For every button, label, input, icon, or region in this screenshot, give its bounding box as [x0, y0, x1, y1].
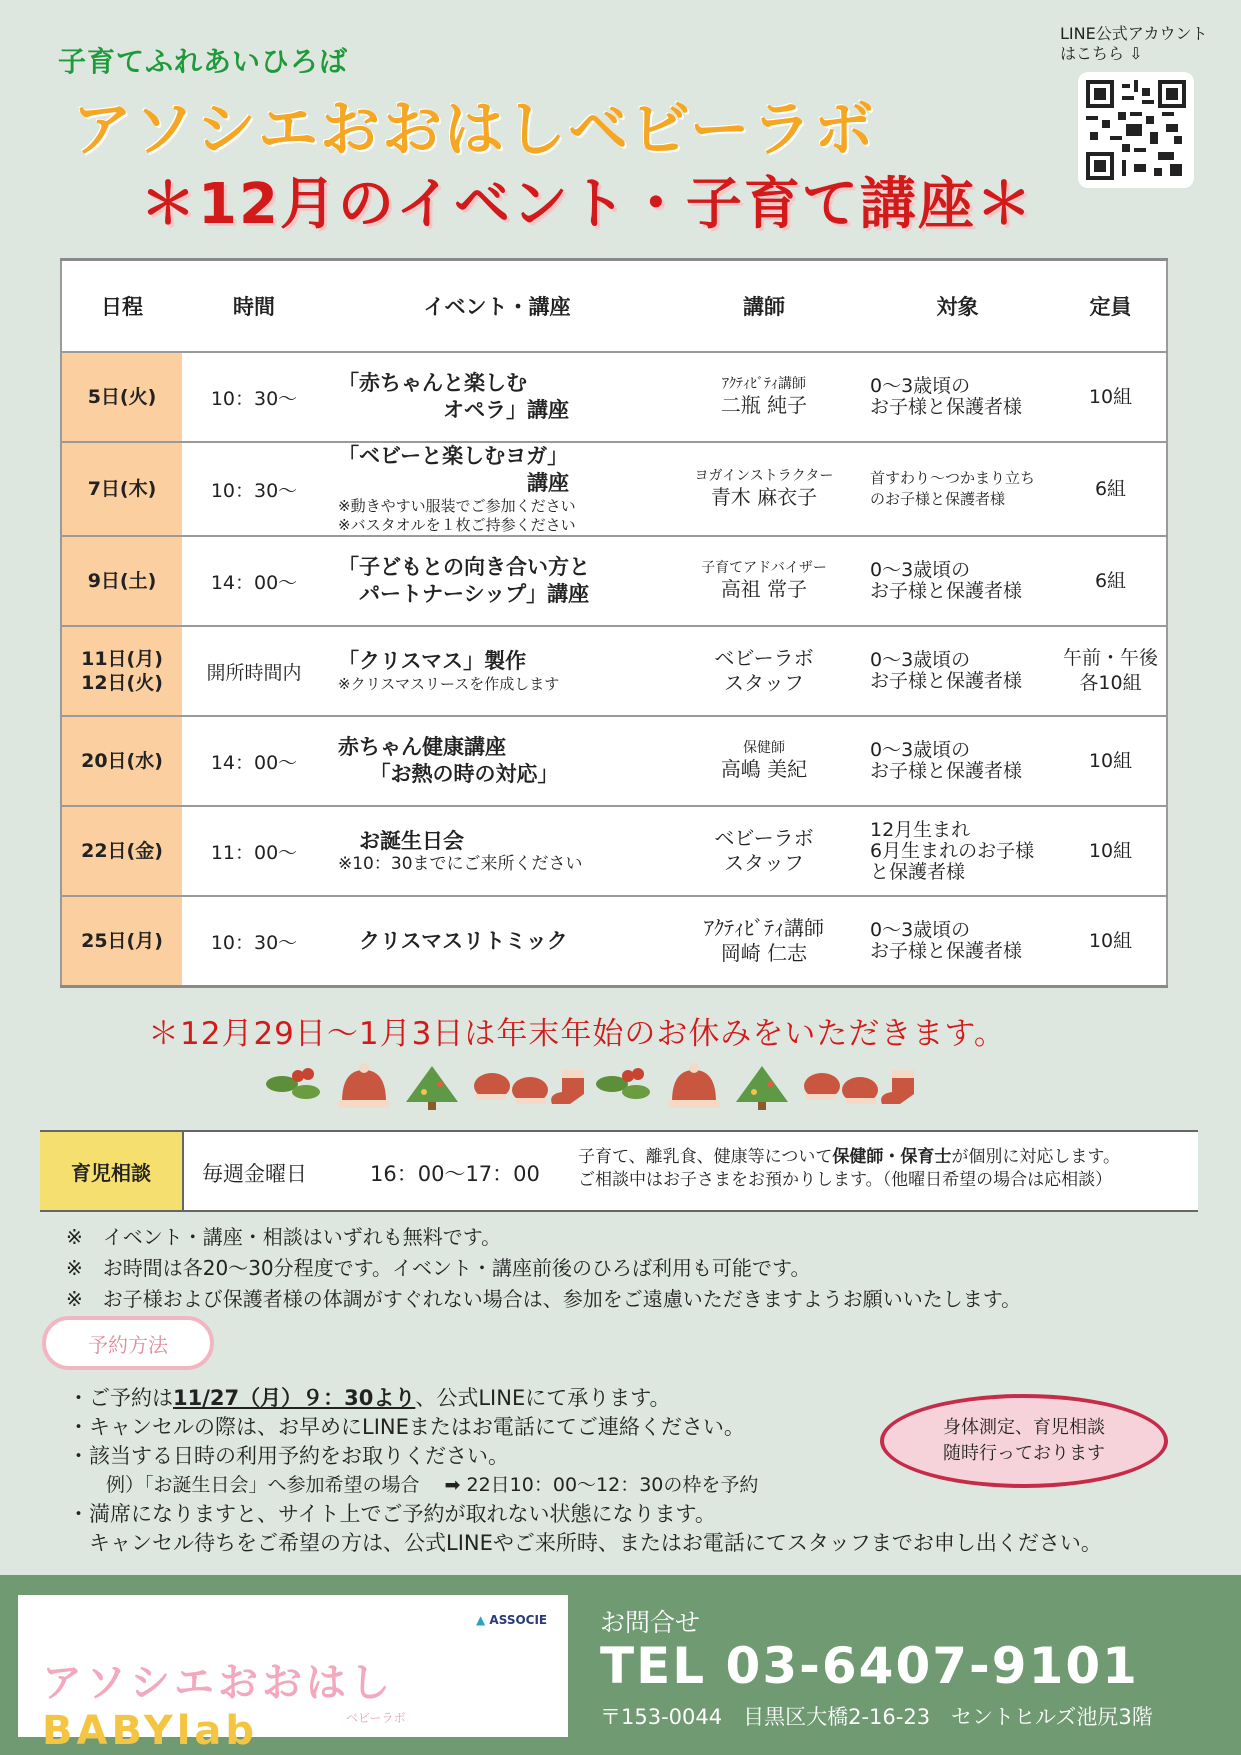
instructor-name: 二瓶 純子 [720, 393, 808, 417]
consult-desc-b: 保健師・保育士 [832, 1147, 952, 1167]
row-event [326, 716, 668, 806]
event-title-text: 「子どもとの向き合い方と パートナーシップ」講座 [338, 555, 590, 606]
row-instructor [668, 716, 860, 806]
consultation-day: 毎週金曜日 [202, 1162, 307, 1186]
instructor-role: 保健師 [743, 740, 785, 756]
res-line: 例）「お誕生日会」へ参加希望の場合 ➡ 22日10：00～12：30の枠を予約 [68, 1474, 759, 1496]
res-line: ・該当する日時の利用予約をお取りください。 [68, 1444, 509, 1468]
row-time: 10：30～ [182, 896, 326, 987]
instructor-name: ベビーラボ スタッフ [714, 646, 814, 695]
row-capacity: 10組 [1055, 716, 1167, 806]
contact-label: お問合せ [600, 1608, 701, 1637]
qr-code-icon [1086, 80, 1186, 180]
row-event [326, 442, 668, 536]
table-header-row [61, 260, 1167, 353]
holiday-notice: ＊12月29日～1月3日は年末年始のお休みをいただきます。 [148, 1016, 1006, 1052]
res-line: ・キャンセルの際は、お早めにLINEまたはお電話にてご連絡ください。 [68, 1415, 745, 1439]
row-date: 20日(水) [61, 716, 182, 806]
address: 〒153-0044 目黒区大橋2-16-23 セントヒルズ池尻3階 [600, 1705, 1153, 1729]
phone-number[interactable]: TEL 03-6407-9101 [600, 1637, 1139, 1695]
instructor-role: 子育てアドバイザー [701, 560, 827, 576]
table-row [61, 442, 1167, 536]
row-date: 22日(金) [61, 806, 182, 896]
line-account-label: LINE公式アカウント はこちら ⇩ [1060, 24, 1208, 63]
schedule-table [60, 258, 1168, 988]
event-title-text: 「クリスマス」製作 [338, 649, 527, 673]
header-target: 対象 [860, 260, 1055, 353]
row-capacity: 10組 [1055, 806, 1167, 896]
tree-icon [406, 1066, 458, 1110]
row-time: 14：00～ [182, 716, 326, 806]
row-target: 0～3歳頃の お子様と保護者様 [860, 716, 1055, 806]
corp-name: ASSOCIE [489, 1613, 548, 1627]
row-target: 0～3歳頃の お子様と保護者様 [860, 626, 1055, 716]
logo-lab: lab [176, 1708, 259, 1754]
row-capacity: 6組 [1055, 442, 1167, 536]
res-line: キャンセル待ちをご希望の方は、公式LINEやご来所時、またはお電話にてスタッフまでお申し出ください。 [68, 1531, 1102, 1555]
corp-logo [476, 1613, 547, 1627]
consultation-box [40, 1130, 1198, 1212]
row-instructor [668, 442, 860, 536]
header-instructor: 講師 [668, 260, 860, 353]
row-capacity: 午前・午後 各10組 [1055, 626, 1167, 716]
row-instructor [668, 806, 860, 896]
reservation-badge: 予約方法 [42, 1316, 214, 1370]
header-capacity: 定員 [1055, 260, 1167, 353]
consult-desc-a: 子育て、離乳食、健康等について [578, 1147, 833, 1167]
instructor-name: 高嶋 美紀 [720, 757, 808, 781]
event-title-text: 「赤ちゃんと楽しむ オペラ」講座 [338, 371, 569, 422]
notes-list [66, 1222, 1021, 1315]
row-event [326, 806, 668, 896]
row-instructor [668, 626, 860, 716]
table-row [61, 536, 1167, 626]
row-target: 0～3歳頃の お子様と保護者様 [860, 896, 1055, 987]
christmas-decoration-icon [262, 1062, 982, 1112]
res-line: ・満席になりますと、サイト上でご予約が取れない状態になります。 [68, 1502, 716, 1526]
mittens-icon [474, 1073, 548, 1104]
hat-icon [338, 1063, 390, 1108]
logo-baby: BABY [42, 1708, 177, 1754]
holly-icon [266, 1068, 320, 1099]
event-note: ※クリスマスリースを作成します [338, 675, 560, 693]
res-line1-date: 11/27（月）９：30より [173, 1386, 416, 1410]
row-capacity: 10組 [1055, 896, 1167, 987]
event-note: ※10：30までにご来所ください [338, 854, 583, 874]
logo-box [18, 1595, 568, 1754]
instructor-role: ヨガインストラクター [694, 468, 834, 484]
res-line1-c: 、公式LINEにて承ります。 [415, 1386, 671, 1410]
note-item: ※ イベント・講座・相談はいずれも無料です。 [66, 1225, 502, 1249]
row-time: 10：30～ [182, 352, 326, 442]
header-date: 日程 [61, 260, 182, 353]
note-item: ※ お子様および保護者様の体調がすぐれない場合は、参加をご遠慮いただきますようお願いいたします。 [66, 1287, 1022, 1311]
instructor-name: ベビーラボ スタッフ [714, 826, 814, 875]
corp-logo-icon: ▲ [476, 1613, 486, 1627]
qr-code[interactable] [1078, 72, 1194, 188]
table-row [61, 352, 1167, 442]
measure-line: 随時行っております [943, 1443, 1105, 1464]
measure-line: 身体測定、育児相談 [943, 1417, 1105, 1438]
row-capacity: 10組 [1055, 352, 1167, 442]
main-title: アソシエおおはしベビーラボ [72, 95, 876, 165]
consultation-time: 16：00～17：00 [370, 1162, 540, 1186]
row-event [326, 352, 668, 442]
row-date: 9日(土) [61, 536, 182, 626]
row-date: 7日(木) [61, 442, 182, 536]
instructor-role: ｱｸﾃｨﾋﾞﾃｨ講師 [722, 376, 806, 392]
row-instructor [668, 352, 860, 442]
measurement-notice [880, 1394, 1168, 1488]
row-target: 0～3歳頃の お子様と保護者様 [860, 536, 1055, 626]
logo-kana: アソシエおおはし [42, 1660, 394, 1706]
row-event [326, 536, 668, 626]
instructor-name: ｱｸﾃｨﾋﾞﾃｨ講師 岡崎 仁志 [704, 916, 824, 965]
consult-desc-c: が個別に対応します。 [951, 1147, 1120, 1167]
row-date: 25日(月) [61, 896, 182, 987]
row-target: 12月生まれ 6月生まれのお子様 と保護者様 [860, 806, 1055, 896]
row-date: 5日(火) [61, 352, 182, 442]
logo-sub: ベビーラボ [346, 1711, 406, 1725]
row-target: 首すわり～つかまり立ち のお子様と保護者様 [860, 442, 1055, 536]
logo-text [42, 1651, 568, 1754]
event-title-text: お誕生日会 [338, 829, 464, 853]
note-item: ※ お時間は各20～30分程度です。イベント・講座前後のひろば利用も可能です。 [66, 1256, 811, 1280]
res-line1-a: ・ご予約は [68, 1386, 173, 1410]
instructor-name: 高祖 常子 [720, 577, 808, 601]
row-capacity: 6組 [1055, 536, 1167, 626]
table-row [61, 716, 1167, 806]
row-instructor [668, 536, 860, 626]
consultation-label: 育児相談 [40, 1132, 184, 1210]
footer [0, 1575, 1241, 1755]
subtitle: 子育てふれあいひろば [58, 45, 349, 78]
header-time: 時間 [182, 260, 326, 353]
row-time: 10：30～ [182, 442, 326, 536]
event-note: ※動きやすい服装でご参加ください ※バスタオルを１枚ご持参ください [338, 497, 576, 534]
instructor-name: 青木 麻衣子 [710, 485, 818, 509]
consultation-description [578, 1146, 1120, 1192]
row-time: 11：00～ [182, 806, 326, 896]
table-row [61, 896, 1167, 987]
consult-desc-2: ご相談中はお子さまをお預かりします。（他曜日希望の場合は応相談） [578, 1170, 1113, 1190]
table-row [61, 626, 1167, 716]
event-title-text: クリスマスリトミック [338, 928, 568, 953]
event-title: ＊12月のイベント・子育て講座＊ [140, 172, 1034, 237]
row-target: 0～3歳頃の お子様と保護者様 [860, 352, 1055, 442]
row-event [326, 896, 668, 987]
row-time: 14：00～ [182, 536, 326, 626]
row-date: 11日(月) 12日(火) [61, 626, 182, 716]
event-title-text: 赤ちゃん健康講座 「お熱の時の対応」 [338, 735, 559, 786]
header-event: イベント・講座 [326, 260, 668, 353]
row-time: 開所時間内 [182, 626, 326, 716]
row-instructor [668, 896, 860, 987]
table-row [61, 806, 1167, 896]
row-event [326, 626, 668, 716]
sock-icon [551, 1070, 584, 1104]
event-title-text: 「ベビーと楽しむヨガ」 講座 [338, 444, 569, 495]
